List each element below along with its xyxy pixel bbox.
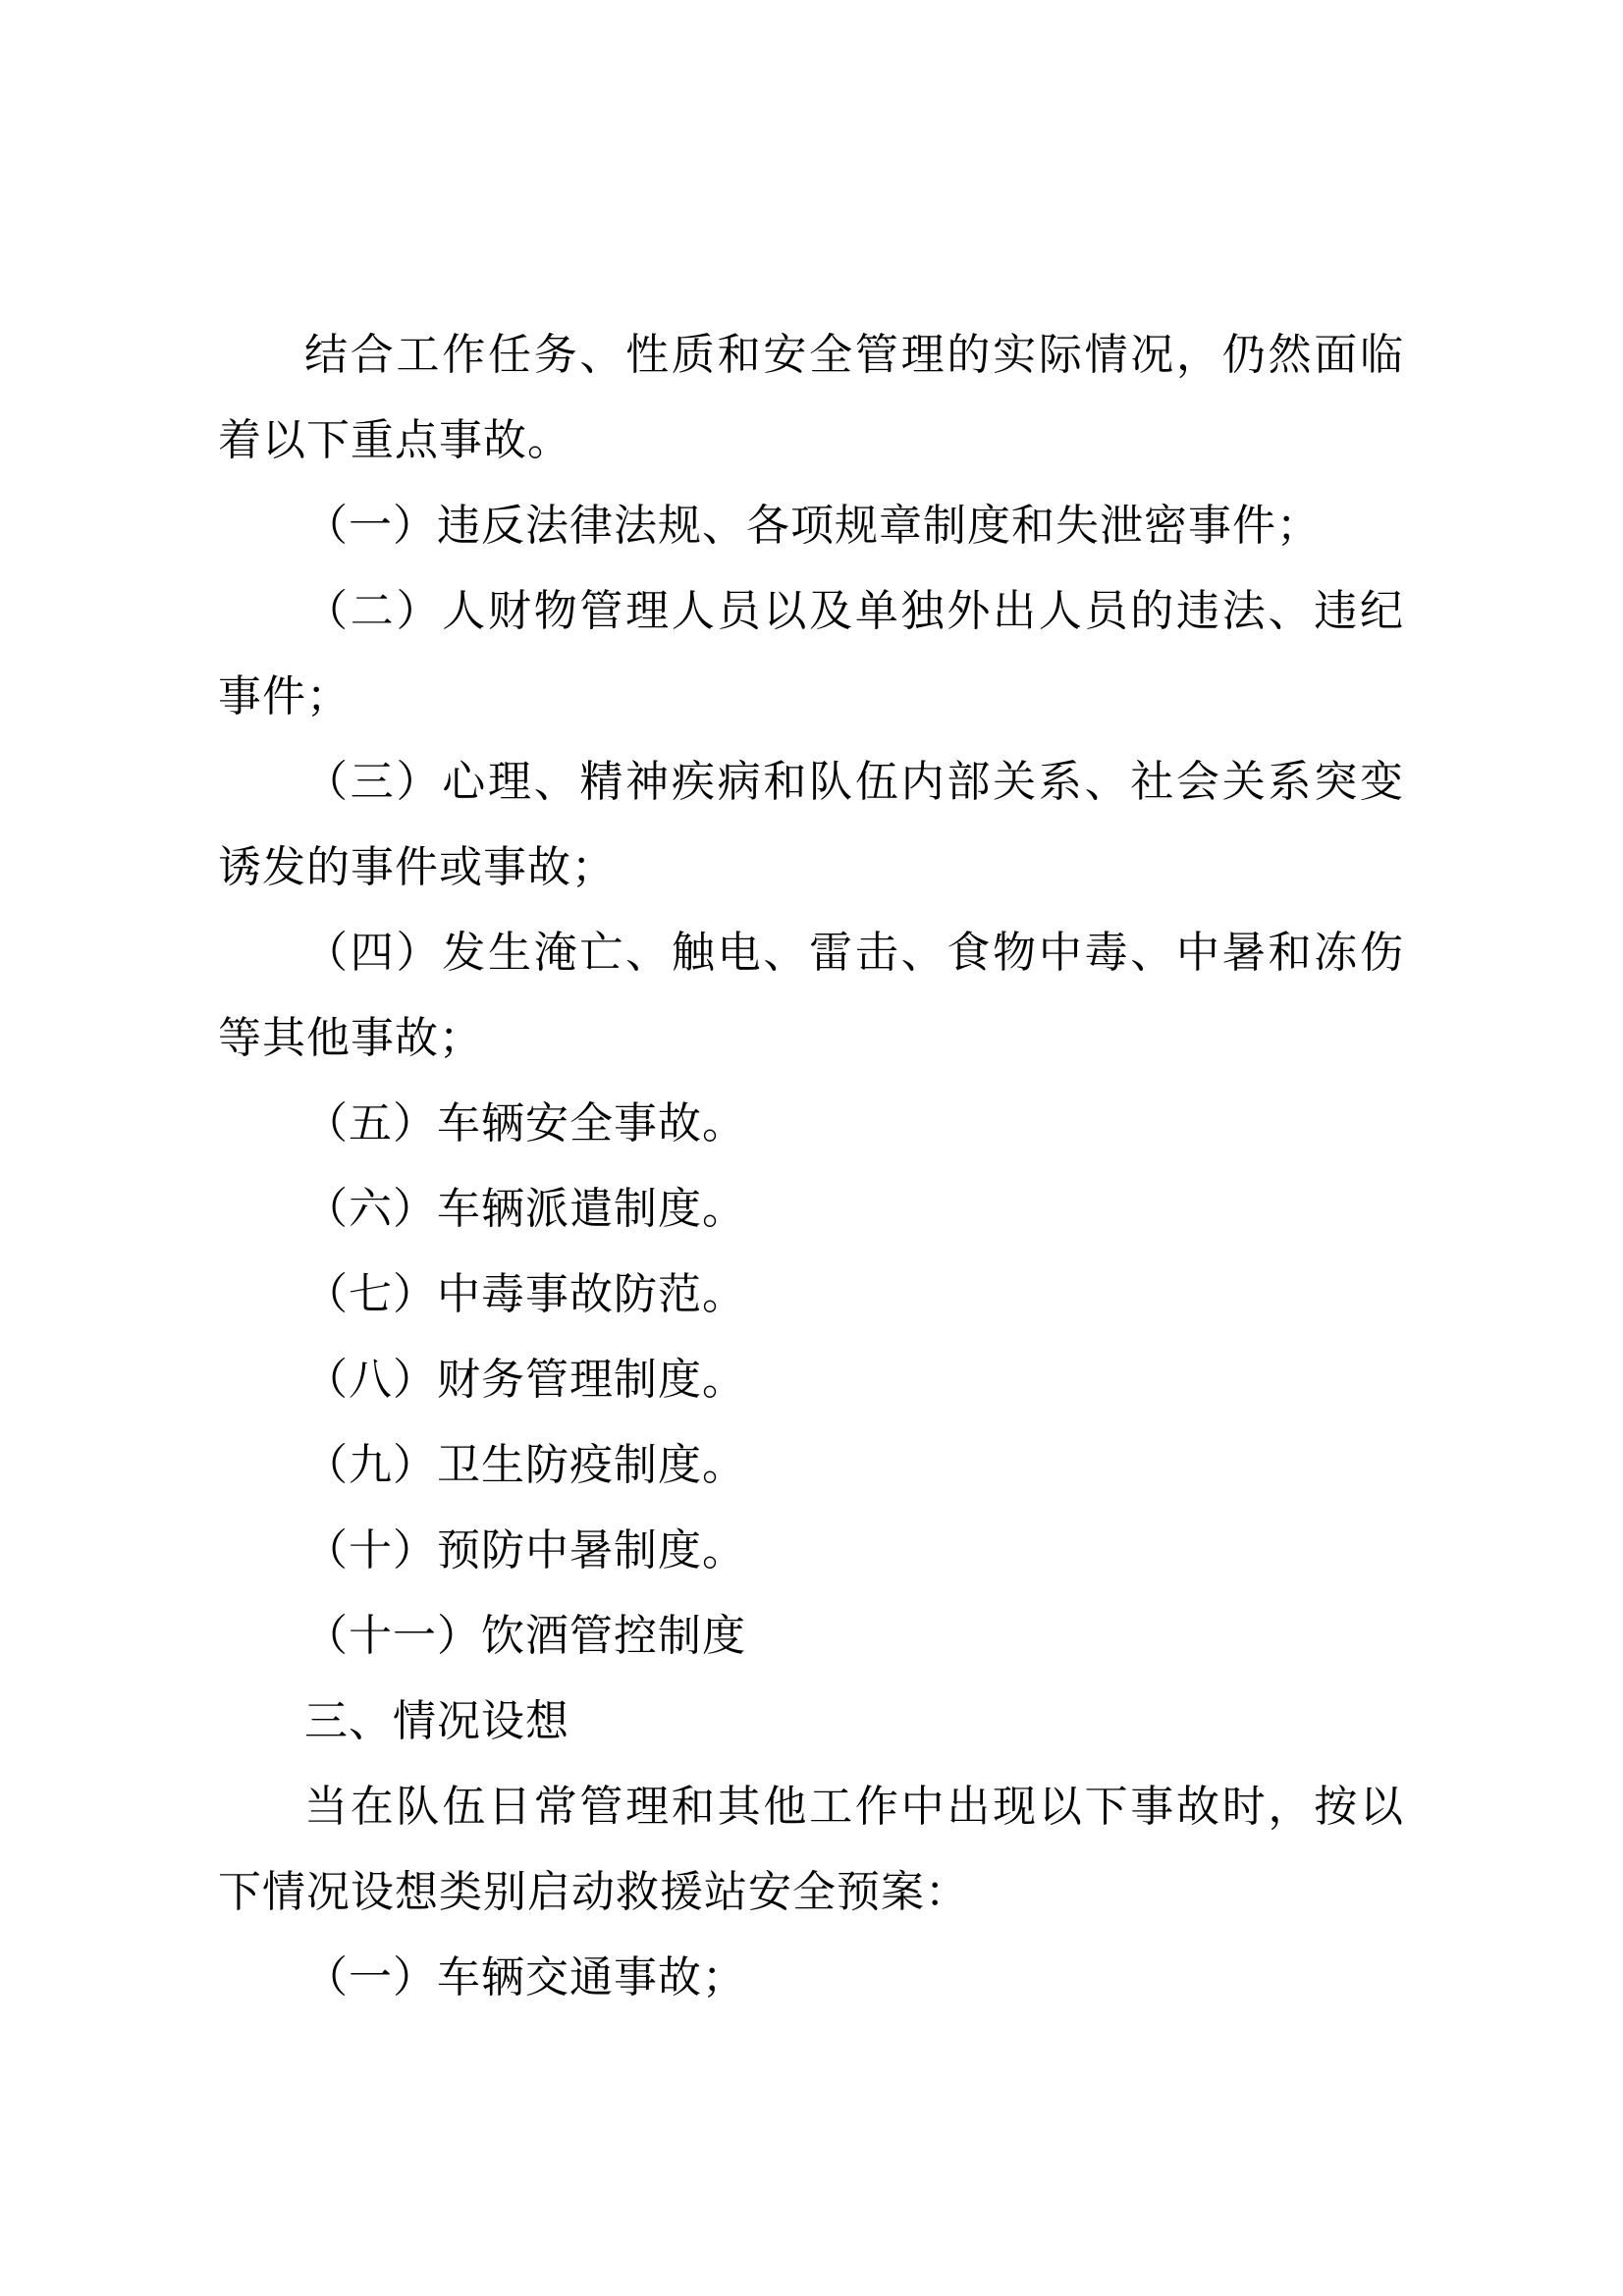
key-accident-item-9: （九）卫生防疫制度。 xyxy=(304,1440,746,1490)
section-heading: 三、情况设想 xyxy=(304,1696,569,1746)
key-accident-item-5: （五）车辆安全事故。 xyxy=(304,1098,746,1148)
key-accident-item-4: （四）发生淹亡、触电、雷击、食物中毒、中暑和冻伤等其他事故； xyxy=(218,928,1404,1063)
key-accident-item-11: （十一）饮酒管控制度 xyxy=(304,1611,746,1661)
key-accident-item-3: （三）心理、精神疾病和队伍内部关系、社会关系突变诱发的事件或事故； xyxy=(218,757,1404,892)
key-accident-item-2: （二）人财物管理人员以及单独外出人员的违法、违纪事件； xyxy=(218,586,1404,721)
intro-paragraph: 结合工作任务、性质和安全管理的实际情况，仍然面临着以下重点事故。 xyxy=(218,330,1404,465)
document-page xyxy=(218,312,1404,2020)
key-accident-item-1: （一）违反法律法规、各项规章制度和失泄密事件； xyxy=(304,501,1321,551)
scenario-item-1: （一）车辆交通事故； xyxy=(304,1952,746,2002)
key-accident-item-10: （十）预防中暑制度。 xyxy=(304,1525,746,1575)
section-intro-paragraph: 当在队伍日常管理和其他工作中出现以下事故时，按以下情况设想类别启动救援站安全预案： xyxy=(218,1782,1404,1917)
key-accident-item-6: （六）车辆派遣制度。 xyxy=(304,1184,746,1234)
key-accident-item-8: （八）财务管理制度。 xyxy=(304,1355,746,1405)
key-accident-item-7: （七）中毒事故防范。 xyxy=(304,1269,746,1319)
